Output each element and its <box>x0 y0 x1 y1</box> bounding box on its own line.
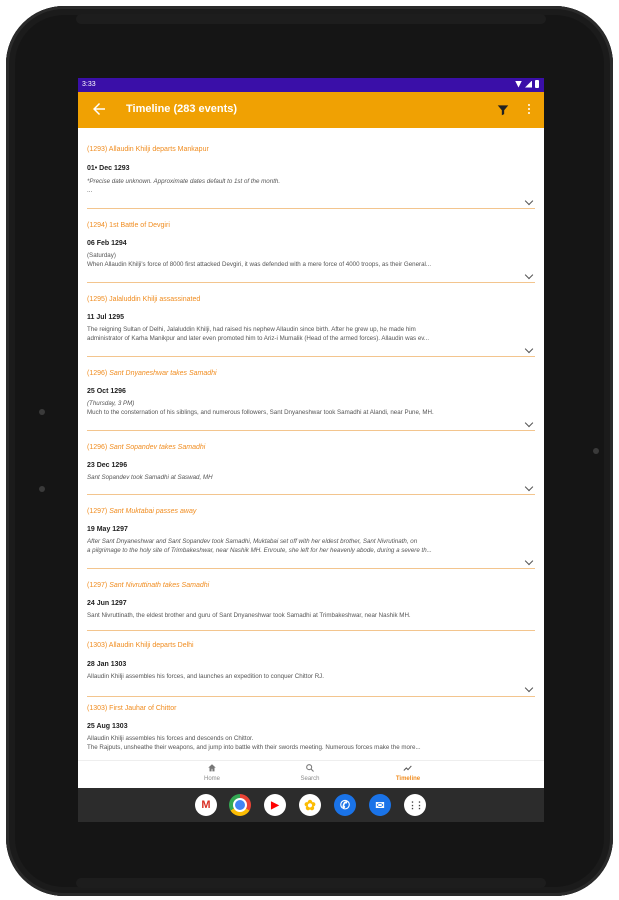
battery-icon <box>535 80 539 88</box>
device-bottom-ridge <box>76 878 546 888</box>
event-description: Allaudin Khilji assembles his forces, and launches an expedition to conquer Chittor RJ. <box>87 673 324 680</box>
more-options-icon[interactable] <box>526 102 532 118</box>
home-icon <box>207 763 217 773</box>
back-arrow-icon[interactable] <box>90 100 108 118</box>
event-description: Sant Sopandev took Samadhi at Saswad, MH <box>87 474 213 481</box>
event-date: 25 Oct 1296 <box>87 388 126 395</box>
event-date: 11 Jul 1295 <box>87 314 124 321</box>
youtube-icon[interactable]: ▶ <box>264 794 286 816</box>
event-date: 06 Feb 1294 <box>87 240 127 247</box>
event-date: 25 Aug 1303 <box>87 723 128 730</box>
expand-chevron-icon[interactable] <box>525 419 533 427</box>
event-date: 19 May 1297 <box>87 526 128 533</box>
photos-icon[interactable]: ✿ <box>299 794 321 816</box>
expand-chevron-icon[interactable] <box>525 345 533 353</box>
nav-label: Timeline <box>395 776 421 782</box>
event-date: 24 Jun 1297 <box>87 600 127 607</box>
chrome-center <box>233 798 247 812</box>
app-drawer-icon[interactable]: ⋮⋮ <box>404 794 426 816</box>
divider <box>87 208 535 209</box>
expand-chevron-icon[interactable] <box>525 557 533 565</box>
divider <box>87 568 535 569</box>
event-date: 23 Dec 1296 <box>87 462 128 469</box>
nav-timeline[interactable] <box>368 763 448 782</box>
event-date: 01• Dec 1293 <box>87 165 130 172</box>
page-title: Timeline (283 events) <box>126 103 238 115</box>
status-icons <box>515 80 539 88</box>
cell-signal-icon <box>525 81 532 88</box>
device-top-ridge <box>76 14 546 24</box>
event-title[interactable]: (1303) First Jauhar of Chittor <box>87 705 177 712</box>
event-title[interactable]: (1295) Jalaluddin Khilji assassinated <box>87 296 201 303</box>
expand-chevron-icon[interactable] <box>525 684 533 692</box>
event-title[interactable]: (1294) 1st Battle of Devgiri <box>87 222 170 229</box>
left-sensor <box>39 486 45 492</box>
filter-icon[interactable] <box>496 103 510 117</box>
event-title[interactable]: (1296) Sant Dnyaneshwar takes Samadhi <box>87 370 217 377</box>
event-description: The reigning Sultan of Delhi, Jalaluddin Khilji, had raised his nephew Allaudin since birth. After he grew up, he made him administrator of Karha Manikpur and later even promoted him to Ariz-i Mumalik (Head of the armed forces). Allaudin was ev... <box>87 326 430 342</box>
divider <box>87 356 535 357</box>
event-description: (Saturday) When Allaudin Khilji's force of 8000 first attacked Devgiri, it was defended with a mere force of 4000 troops, as their General... <box>87 252 432 268</box>
event-title[interactable]: (1303) Allaudin Khilji departs Delhi <box>87 642 194 649</box>
event-title[interactable]: (1296) Sant Sopandev takes Samadhi <box>87 444 206 451</box>
nav-label: Home <box>203 776 220 782</box>
event-description: Sant Nivruttinath, the eldest brother and guru of Sant Dnyaneshwar took Samadhi at Trimbakeshwar, near Nashik MH. <box>87 612 411 619</box>
expand-chevron-icon[interactable] <box>525 483 533 491</box>
event-title[interactable]: (1297) Sant Muktabai passes away <box>87 508 197 515</box>
bottom-navigation <box>78 760 544 789</box>
nav-home[interactable] <box>172 763 252 782</box>
timeline-icon <box>403 763 413 773</box>
front-camera <box>593 448 599 454</box>
event-description: Allaudin Khilji assembles his forces and descends on Chittor. The Rajputs, unsheathe their weapons, and jump into battle with their swords meeting. Numerous forces make the more... <box>87 735 421 751</box>
event-title[interactable]: (1293) Allaudin Khilji departs Mankapur <box>87 146 209 153</box>
status-time: 3:33 <box>82 81 96 88</box>
status-bar <box>78 78 544 92</box>
event-description: *Precise date unknown. Approximate dates default to 1st of the month. ... <box>87 178 281 194</box>
messages-icon[interactable]: ✉ <box>369 794 391 816</box>
expand-chevron-icon[interactable] <box>525 197 533 205</box>
app-bar <box>78 92 544 128</box>
timeline-list[interactable] <box>78 128 544 760</box>
divider <box>87 282 535 283</box>
divider <box>87 430 535 431</box>
divider <box>87 494 535 495</box>
event-date: 28 Jan 1303 <box>87 661 127 668</box>
divider <box>87 630 535 631</box>
left-sensor <box>39 409 45 415</box>
nav-label: Search <box>300 776 320 782</box>
app-screen <box>78 78 544 822</box>
gmail-icon[interactable]: M <box>195 794 217 816</box>
nav-search[interactable] <box>270 763 350 782</box>
phone-icon[interactable]: ✆ <box>334 794 356 816</box>
search-icon <box>305 763 315 773</box>
expand-chevron-icon[interactable] <box>525 271 533 279</box>
wifi-icon <box>515 81 522 88</box>
android-dock <box>78 788 544 822</box>
divider <box>87 696 535 697</box>
event-description: After Sant Dnyaneshwar and Sant Sopandev took Samadhi, Muktabai set off with her eldest brother, Sant Nivrutinath, on a pilgrimage to the holy site of Trimbakeshwar, near Nashik MH. Enroute, she left for her heavenly abode, during a severe th... <box>87 538 432 554</box>
event-description: (Thursday, 3 PM) Much to the consternation of his siblings, and numerous followers, Sant Dnyaneshwar took Samadhi at Alandi, near Pune, MH. <box>87 400 434 416</box>
chrome-icon[interactable] <box>229 794 251 816</box>
event-title[interactable]: (1297) Sant Nivruttinath takes Samadhi <box>87 582 210 589</box>
